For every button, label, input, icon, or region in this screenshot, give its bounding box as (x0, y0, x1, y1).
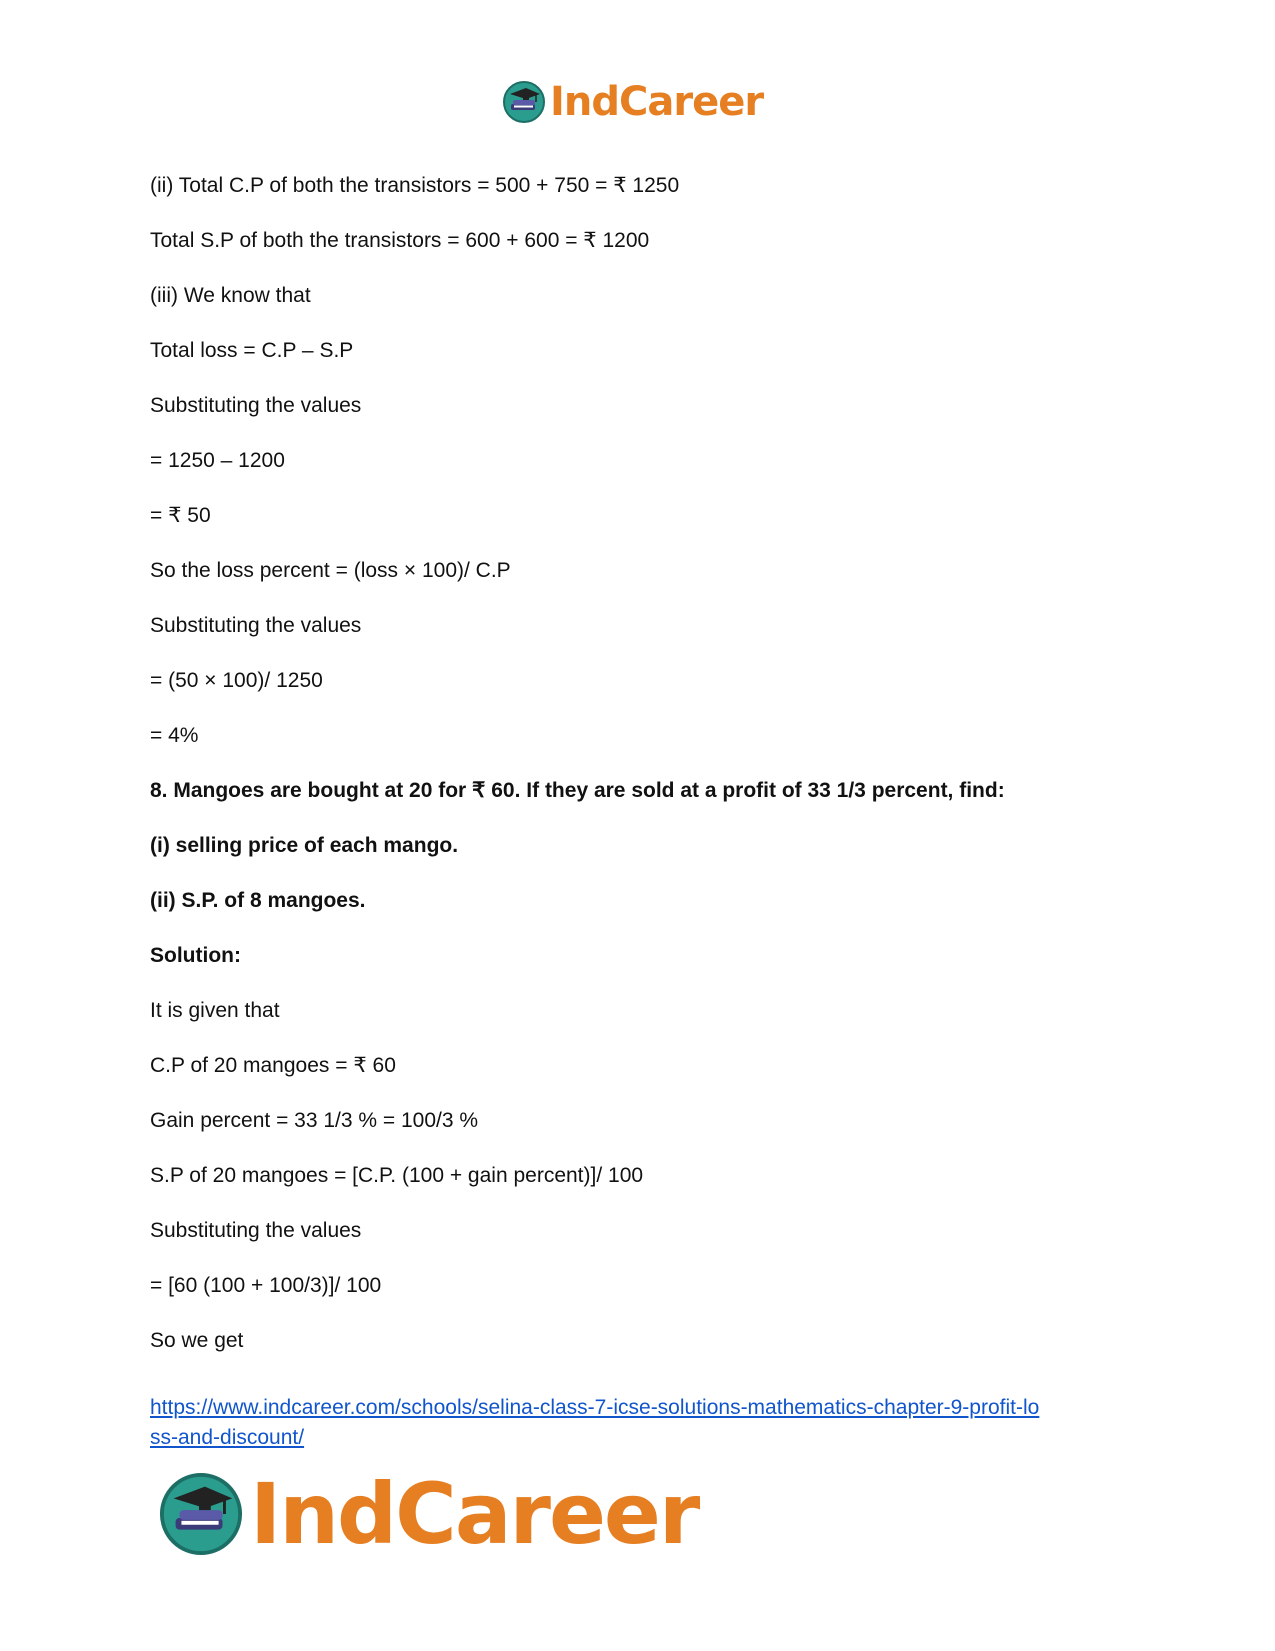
body-line: S.P of 20 mangoes = [C.P. (100 + gain percent)]/ 100 (150, 1164, 644, 1187)
body-line: Gain percent = 33 1/3 % = 100/3 % (150, 1109, 479, 1132)
body-line: Total S.P of both the transistors = 600 + 600 = ₹ 1200 (150, 229, 650, 252)
body-line: Substituting the values (150, 614, 362, 637)
source-link-block (150, 1393, 1140, 1453)
question-heading: 8. Mangoes are bought at 20 for ₹ 60. If they are sold at a profit of 33 1/3 percent, find: (150, 779, 1005, 802)
source-link-line-2: ss-and-discount/ (150, 1426, 305, 1449)
body-line: It is given that (150, 999, 280, 1022)
source-link-continued[interactable] (150, 1423, 1140, 1453)
body-line: Substituting the values (150, 1219, 362, 1242)
graduation-book-icon (158, 1471, 244, 1557)
graduation-book-icon (502, 80, 546, 124)
body-line: = 4% (150, 724, 199, 747)
body-line: Substituting the values (150, 394, 362, 417)
body-line: = ₹ 50 (150, 504, 211, 527)
body-line: Total loss = C.P – S.P (150, 339, 354, 362)
body-line: = [60 (100 + 100/3)]/ 100 (150, 1274, 382, 1297)
source-link-line-1: https://www.indcareer.com/schools/selina-class-7-icse-solutions-mathematics-chapter-9-profit-lo (150, 1396, 1040, 1419)
body-line: So we get (150, 1329, 244, 1352)
body-line: = 1250 – 1200 (150, 449, 285, 472)
source-link[interactable] (150, 1393, 1140, 1423)
solution-label: Solution: (150, 944, 241, 967)
body-line: = (50 × 100)/ 1250 (150, 669, 323, 692)
document-body (150, 173, 1130, 1383)
question-part: (ii) S.P. of 8 mangoes. (150, 889, 366, 912)
logo-wordmark: IndCareer (550, 79, 764, 125)
logo-wordmark: IndCareer (250, 1465, 699, 1563)
header-logo (502, 78, 763, 126)
body-line: C.P of 20 mangoes = ₹ 60 (150, 1054, 396, 1077)
body-line: (iii) We know that (150, 284, 311, 307)
footer-logo (158, 1464, 698, 1564)
body-line: So the loss percent = (loss × 100)/ C.P (150, 559, 511, 582)
body-line: (ii) Total C.P of both the transistors = 500 + 750 = ₹ 1250 (150, 174, 680, 197)
question-part: (i) selling price of each mango. (150, 834, 459, 857)
